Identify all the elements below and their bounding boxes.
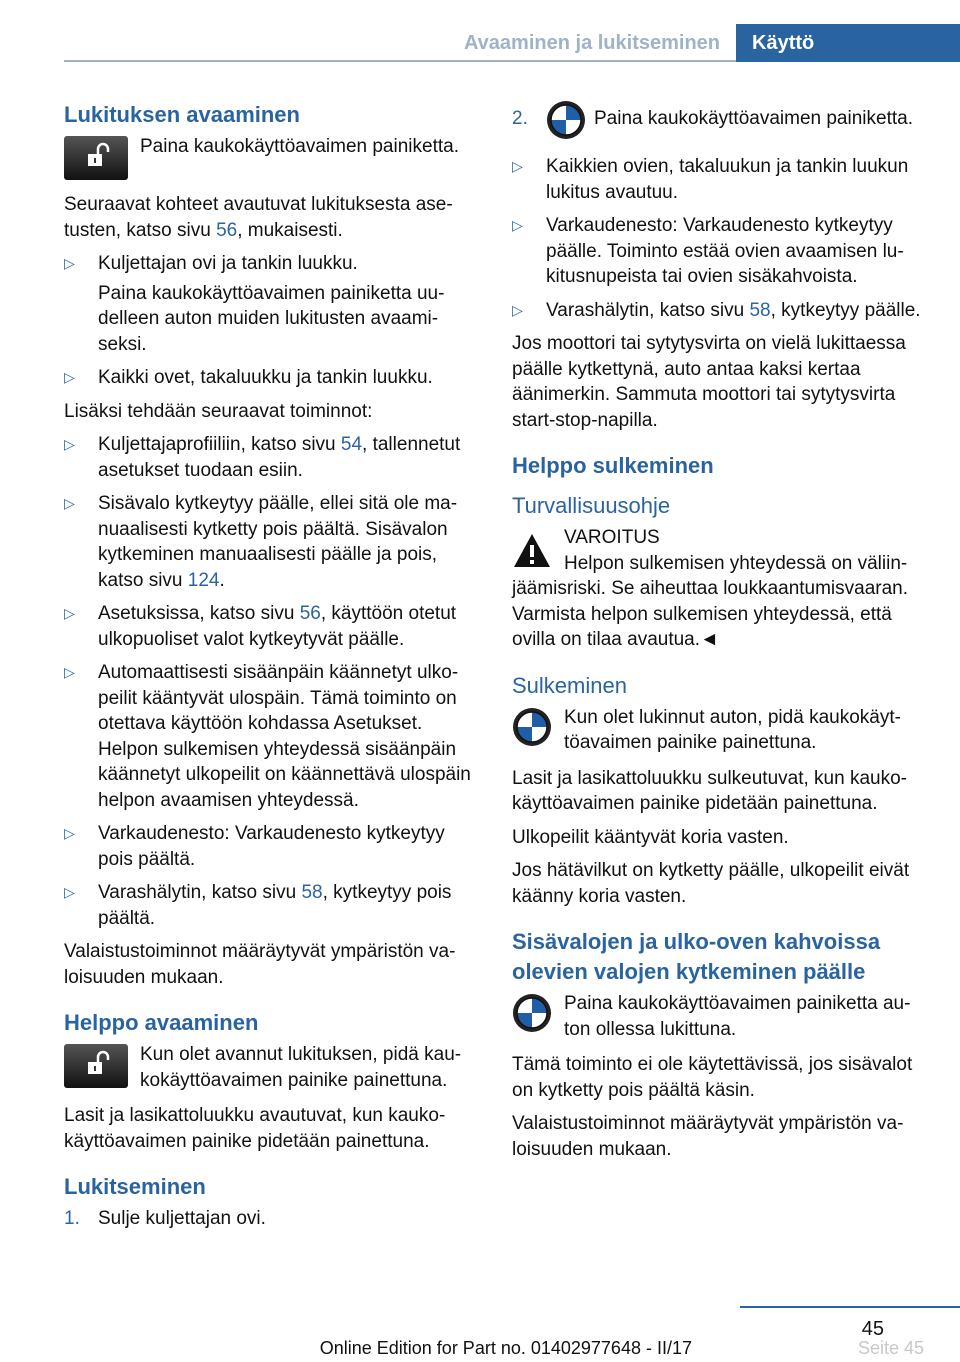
unlock-button-row bbox=[64, 134, 478, 182]
page-link[interactable]: 58 bbox=[749, 299, 771, 321]
footer-edition: Online Edition for Part no. 01402977648 - II/17 bbox=[319, 1338, 692, 1358]
hazard-text: Jos hätävilkut on kytketty päälle, ulkopeilit eivät käänny koria vasten. bbox=[512, 860, 910, 907]
page-link[interactable]: 56 bbox=[299, 603, 321, 624]
list-item: ▷ Sisävalo kytkeytyy päälle, ellei sitä ole manuaalisesti kytketty pois päältä. Sisävalon kytkeminen manuaalisesti päälle ja pois, katso sivu 124. bbox=[64, 493, 458, 591]
warning-title: VAROITUS bbox=[564, 527, 660, 548]
heading-unlocking: Lukituksen avaaminen bbox=[64, 102, 300, 127]
engine-note: Jos moottori tai sytytysvirta on vielä lukittaessa päälle kytkettynä, auto antaa kaksi kertaa äänimerkin. Sammuta moottori tai sytytysvirta start-stop-napilla. bbox=[512, 333, 906, 431]
triangle-bullet-icon: ▷ bbox=[64, 664, 75, 680]
list-item: ▷ Kaikki ovet, takaluukku ja tankin luukku. bbox=[64, 365, 478, 391]
unlock-icon bbox=[64, 136, 128, 188]
list-item: ▷ Kaikkien ovien, takaluukun ja tankin luukun lukitus avautuu. bbox=[512, 156, 909, 203]
bmw-logo-icon bbox=[546, 100, 586, 148]
page-link[interactable]: 124 bbox=[187, 569, 220, 591]
triangle-bullet-icon: ▷ bbox=[512, 217, 523, 233]
triangle-bullet-icon: ▷ bbox=[64, 369, 75, 385]
header-chapter-tab: Käyttö bbox=[736, 24, 960, 62]
triangle-bullet-icon: ▷ bbox=[64, 436, 75, 452]
triangle-bullet-icon: ▷ bbox=[64, 605, 75, 621]
header-section-title: Avaaminen ja lukitseminen bbox=[463, 32, 720, 54]
additional-functions-intro: Lisäksi tehdään seuraavat toiminnot: bbox=[64, 400, 373, 422]
left-column bbox=[64, 100, 478, 1240]
triangle-bullet-icon: ▷ bbox=[64, 495, 75, 511]
warning-block bbox=[512, 525, 928, 653]
closing-text: Lasit ja lasikattoluukku sulkeutuvat, kun kaukokäyttöavaimen painike pidetään painettuna. bbox=[512, 767, 907, 814]
lights-button-row bbox=[512, 991, 928, 1042]
triangle-bullet-icon: ▷ bbox=[512, 158, 523, 174]
list-item: ▷ Kuljettajaprofiiliin, katso sivu 54, tallennetut asetukset tuodaan esiin. bbox=[64, 434, 461, 481]
page-link[interactable]: 58 bbox=[301, 882, 323, 903]
footer-watermark: Seite 45 bbox=[857, 1338, 924, 1358]
list-item: ▷ Varkaudenesto: Varkaudenesto kytkeytyy päälle. Toiminto estää ovien avaamisen lukitusnupeista tai ovien sisäkahvoista. bbox=[512, 215, 904, 287]
heading-locking: Lukitseminen bbox=[64, 1174, 206, 1199]
lights-text-1: Tämä toiminto ei ole käytettävissä, jos sisävalot on kytketty pois päältä käsin. bbox=[512, 1054, 913, 1101]
list-item: ▷ Varkaudenesto: Varkaudenesto kytkeytyy pois päältä. bbox=[64, 823, 445, 870]
warning-text: Helpon sulkemisen yhteydessä on väliinjäämisriski. Se aiheuttaa loukkaantumisvaaran. Varmista helpon sulkemisen yhteydessä, että ovilla on tilaa avautua.◄ bbox=[512, 552, 909, 650]
easy-open-button-text: Kun olet avannut lukituksen, pidä kaukokäyttöavaimen painike painettuna. bbox=[140, 1044, 462, 1091]
list-item: ▷ Varashälytin, katso sivu 58, kytkeytyy päälle. bbox=[512, 298, 928, 324]
step-1: 1. Sulje kuljettajan ovi. bbox=[64, 1206, 478, 1232]
closing-button-text: Kun olet lukinnut auton, pidä kaukokäyttöavaimen painike painettuna. bbox=[564, 706, 901, 753]
heading-lights: Sisävalojen ja ulko-oven kahvoissa olevien valojen kytkeminen päälle bbox=[512, 929, 881, 984]
triangle-bullet-icon: ▷ bbox=[512, 301, 523, 318]
triangle-bullet-icon: ▷ bbox=[64, 825, 75, 841]
triangle-bullet-icon: ▷ bbox=[64, 884, 75, 900]
heading-safety: Turvallisuusohje bbox=[512, 493, 671, 518]
lighting-note: Valaistustoiminnot määräytyvät ympäristön valoisuuden mukaan. bbox=[64, 941, 456, 988]
warning-icon bbox=[512, 531, 552, 579]
right-column bbox=[512, 100, 928, 1170]
easy-open-text: Lasit ja lasikattoluukku avautuvat, kun kaukokäyttöavaimen painike pidetään painettuna. bbox=[64, 1105, 446, 1152]
lights-button-text: Paina kaukokäyttöavaimen painiketta auton ollessa lukittuna. bbox=[564, 993, 911, 1040]
bmw-logo-icon bbox=[512, 707, 552, 755]
list-item: ▷ Asetuksissa, katso sivu 56, käyttöön otetut ulkopuoliset valot kytkeytyvät päälle. bbox=[64, 603, 457, 650]
closing-button-row bbox=[512, 705, 928, 756]
heading-easy-close: Helppo sulkeminen bbox=[512, 453, 714, 478]
list-item: ▷ Kuljettajan ovi ja tankin luukku. Paina kaukokäyttöavaimen painiketta uudelleen auton muiden lukitusten avaamiseksi. bbox=[64, 253, 445, 355]
unlock-intro: Seuraavat kohteet avautuvat lukituksesta asetusten, katso sivu 56, mukaisesti. bbox=[64, 194, 453, 241]
step-number: 2. bbox=[512, 108, 528, 129]
easy-open-button-row bbox=[64, 1042, 478, 1093]
mirrors-text: Ulkopeilit kääntyvät koria vasten. bbox=[512, 826, 789, 848]
step-2: 2. Paina kaukokäyttöavaimen painiketta. bbox=[512, 100, 928, 146]
unlock-icon bbox=[64, 1044, 128, 1096]
lights-text-2: Valaistustoiminnot määräytyvät ympäristön valoisuuden mukaan. bbox=[512, 1113, 904, 1160]
bmw-logo-icon bbox=[512, 993, 552, 1041]
page-link[interactable]: 56 bbox=[216, 219, 238, 241]
page-number: 45 bbox=[861, 1318, 884, 1340]
list-item: ▷ Automaattisesti sisäänpäin käännetyt ulkopeilit kääntyvät ulospäin. Tämä toiminto on otettava käyttöön kohdassa Asetukset. Helpon sulkemisen yhteydessä sisäänpäin käännetyt ulkopeilit on käännettävä ulospäin helpon avaamisen yhteydessä. bbox=[64, 662, 471, 811]
unlock-button-text: Paina kaukokäyttöavaimen painiketta. bbox=[140, 136, 459, 157]
page-link[interactable]: 54 bbox=[340, 434, 363, 455]
list-item: ▷ Varashälytin, katso sivu 58, kytkeytyy pois päältä. bbox=[64, 882, 452, 929]
step-number: 1. bbox=[64, 1208, 80, 1229]
heading-easy-open: Helppo avaaminen bbox=[64, 1010, 259, 1035]
triangle-bullet-icon: ▷ bbox=[64, 255, 75, 271]
heading-closing: Sulkeminen bbox=[512, 672, 627, 698]
footer-rule bbox=[740, 1306, 960, 1308]
